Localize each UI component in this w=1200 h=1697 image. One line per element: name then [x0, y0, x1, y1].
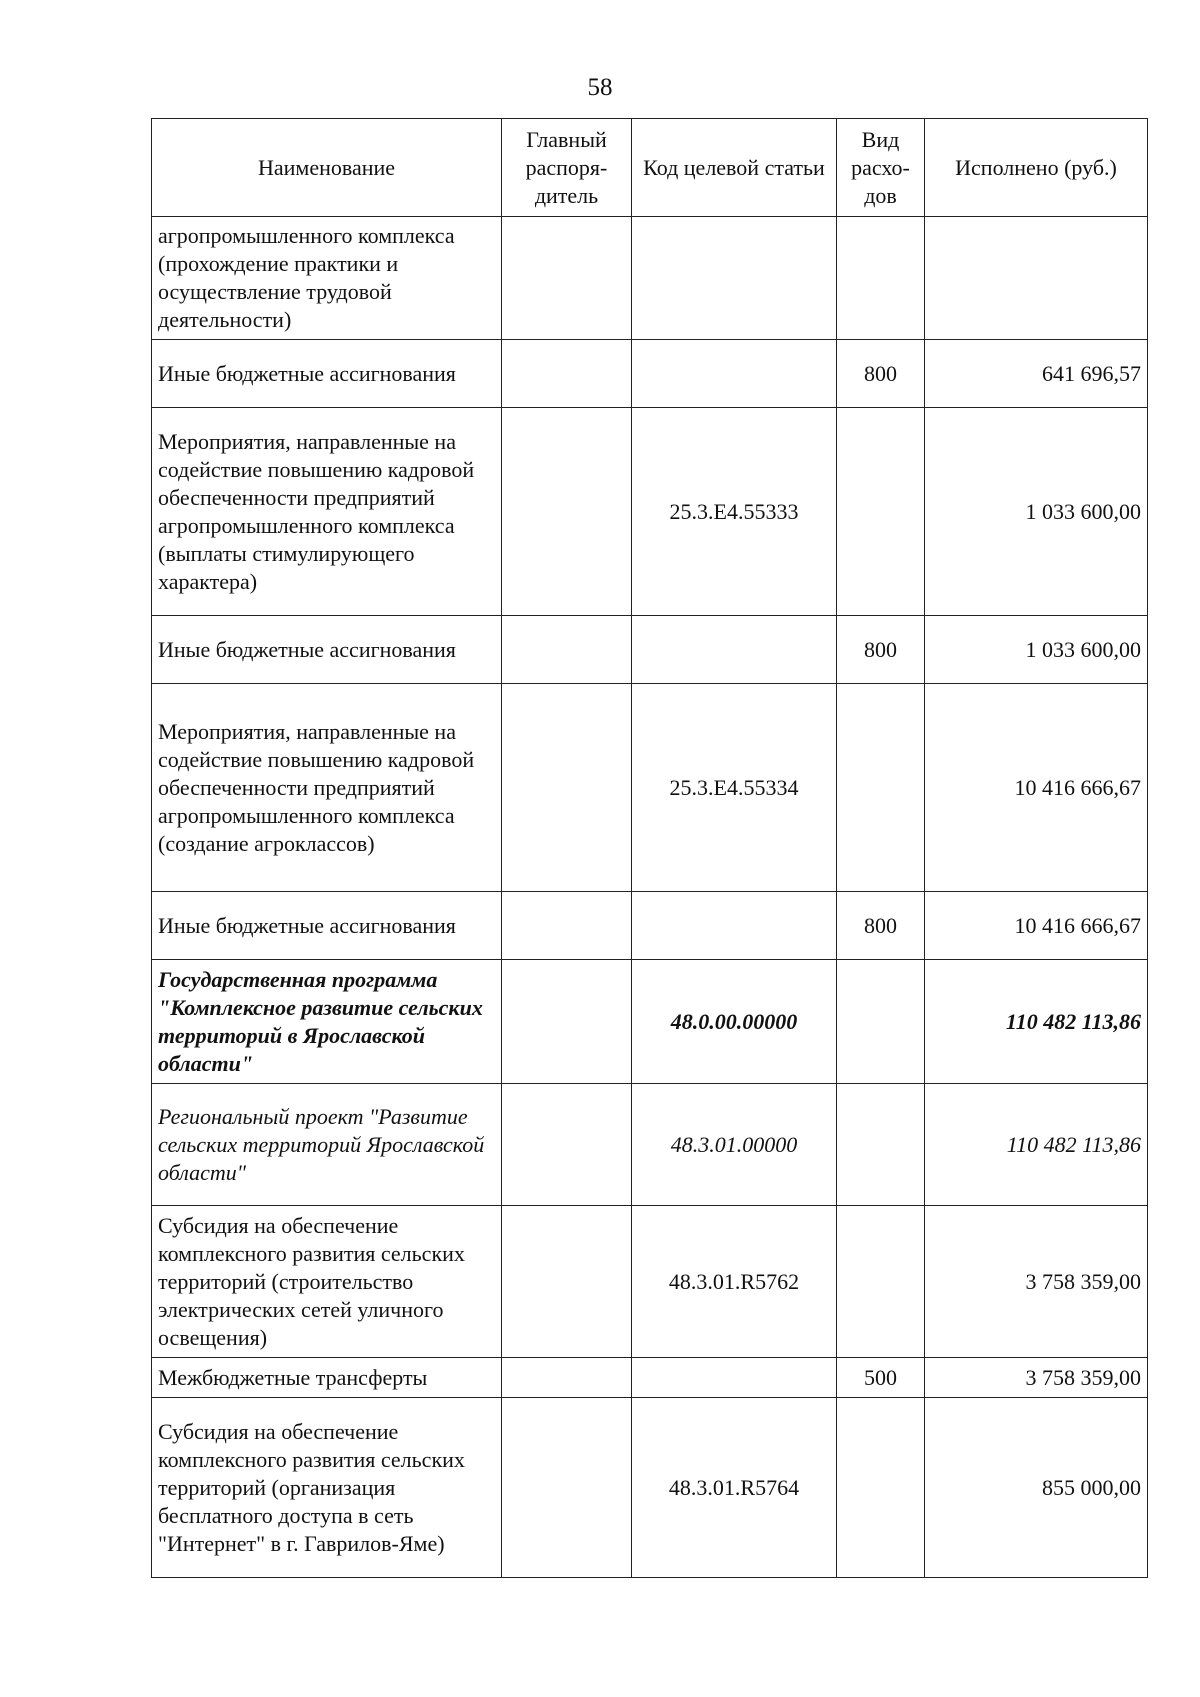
table-row — [152, 1398, 1148, 1578]
row-manager — [502, 684, 632, 892]
row-amount: 3 758 359,00 — [925, 1358, 1148, 1398]
row-code — [632, 616, 837, 684]
row-amount: 110 482 113,86 — [925, 960, 1148, 1084]
row-kind — [837, 408, 925, 616]
row-name: Государственная программа "Комплексное развитие сельских территорий в Ярославской области" — [152, 960, 502, 1084]
row-name: Субсидия на обеспечение комплексного развития сельских территорий (организация бесплатного доступа в сеть "Интернет" в г. Гаврилов-Яме) — [152, 1398, 502, 1578]
row-name: Иные бюджетные ассигнования — [152, 892, 502, 960]
row-code: 25.3.Е4.55334 — [632, 684, 837, 892]
row-amount: 641 696,57 — [925, 340, 1148, 408]
row-kind — [837, 684, 925, 892]
table-row — [152, 1206, 1148, 1358]
row-name: Иные бюджетные ассигнования — [152, 616, 502, 684]
row-manager — [502, 1206, 632, 1358]
row-amount: 1 033 600,00 — [925, 616, 1148, 684]
row-kind — [837, 217, 925, 340]
row-name: Мероприятия, направленные на содействие повышению кадровой обеспеченности предприятий агропромышленного комплекса (выплаты стимулирующего характера) — [152, 408, 502, 616]
table-row — [152, 408, 1148, 616]
row-code: 48.0.00.00000 — [632, 960, 837, 1084]
row-manager — [502, 1084, 632, 1206]
row-name: Иные бюджетные ассигнования — [152, 340, 502, 408]
table-row — [152, 1358, 1148, 1398]
row-code — [632, 1358, 837, 1398]
row-amount: 10 416 666,67 — [925, 684, 1148, 892]
table-row — [152, 892, 1148, 960]
row-code: 25.3.Е4.55333 — [632, 408, 837, 616]
row-amount: 1 033 600,00 — [925, 408, 1148, 616]
row-kind: 800 — [837, 892, 925, 960]
row-manager — [502, 892, 632, 960]
row-manager — [502, 960, 632, 1084]
row-kind — [837, 1206, 925, 1358]
row-manager — [502, 1358, 632, 1398]
row-manager — [502, 217, 632, 340]
row-code — [632, 217, 837, 340]
row-name: Мероприятия, направленные на содействие повышению кадровой обеспеченности предприятий агропромышленного комплекса (создание агроклассов) — [152, 684, 502, 892]
table-row — [152, 340, 1148, 408]
row-name: Межбюджетные трансферты — [152, 1358, 502, 1398]
table-row — [152, 684, 1148, 892]
header-name: Наименование — [152, 119, 502, 217]
row-code: 48.3.01.00000 — [632, 1084, 837, 1206]
row-kind: 800 — [837, 616, 925, 684]
row-amount: 3 758 359,00 — [925, 1206, 1148, 1358]
header-code: Код целевой статьи — [632, 119, 837, 217]
row-name: агропромышленного комплекса (прохождение практики и осуществление трудовой деятельности) — [152, 217, 502, 340]
table-row — [152, 1084, 1148, 1206]
header-kind: Вид расхо-дов — [837, 119, 925, 217]
row-name: Региональный проект "Развитие сельских территорий Ярославской области" — [152, 1084, 502, 1206]
row-manager — [502, 408, 632, 616]
row-code: 48.3.01.R5762 — [632, 1206, 837, 1358]
table-header-row — [152, 119, 1148, 217]
row-manager — [502, 1398, 632, 1578]
row-kind — [837, 1398, 925, 1578]
row-manager — [502, 340, 632, 408]
table-row — [152, 960, 1148, 1084]
row-name: Субсидия на обеспечение комплексного развития сельских территорий (строительство электрических сетей уличного освещения) — [152, 1206, 502, 1358]
row-code: 48.3.01.R5764 — [632, 1398, 837, 1578]
row-manager — [502, 616, 632, 684]
row-amount: 10 416 666,67 — [925, 892, 1148, 960]
row-amount: 855 000,00 — [925, 1398, 1148, 1578]
header-executed: Исполнено (руб.) — [925, 119, 1148, 217]
row-kind: 800 — [837, 340, 925, 408]
row-code — [632, 340, 837, 408]
row-code — [632, 892, 837, 960]
table-row — [152, 217, 1148, 340]
row-amount: 110 482 113,86 — [925, 1084, 1148, 1206]
row-amount — [925, 217, 1148, 340]
row-kind — [837, 1084, 925, 1206]
budget-table — [151, 118, 1148, 1578]
header-manager: Главный распоря-дитель — [502, 119, 632, 217]
table-row — [152, 616, 1148, 684]
page-number: 58 — [587, 74, 613, 101]
row-kind: 500 — [837, 1358, 925, 1398]
row-kind — [837, 960, 925, 1084]
